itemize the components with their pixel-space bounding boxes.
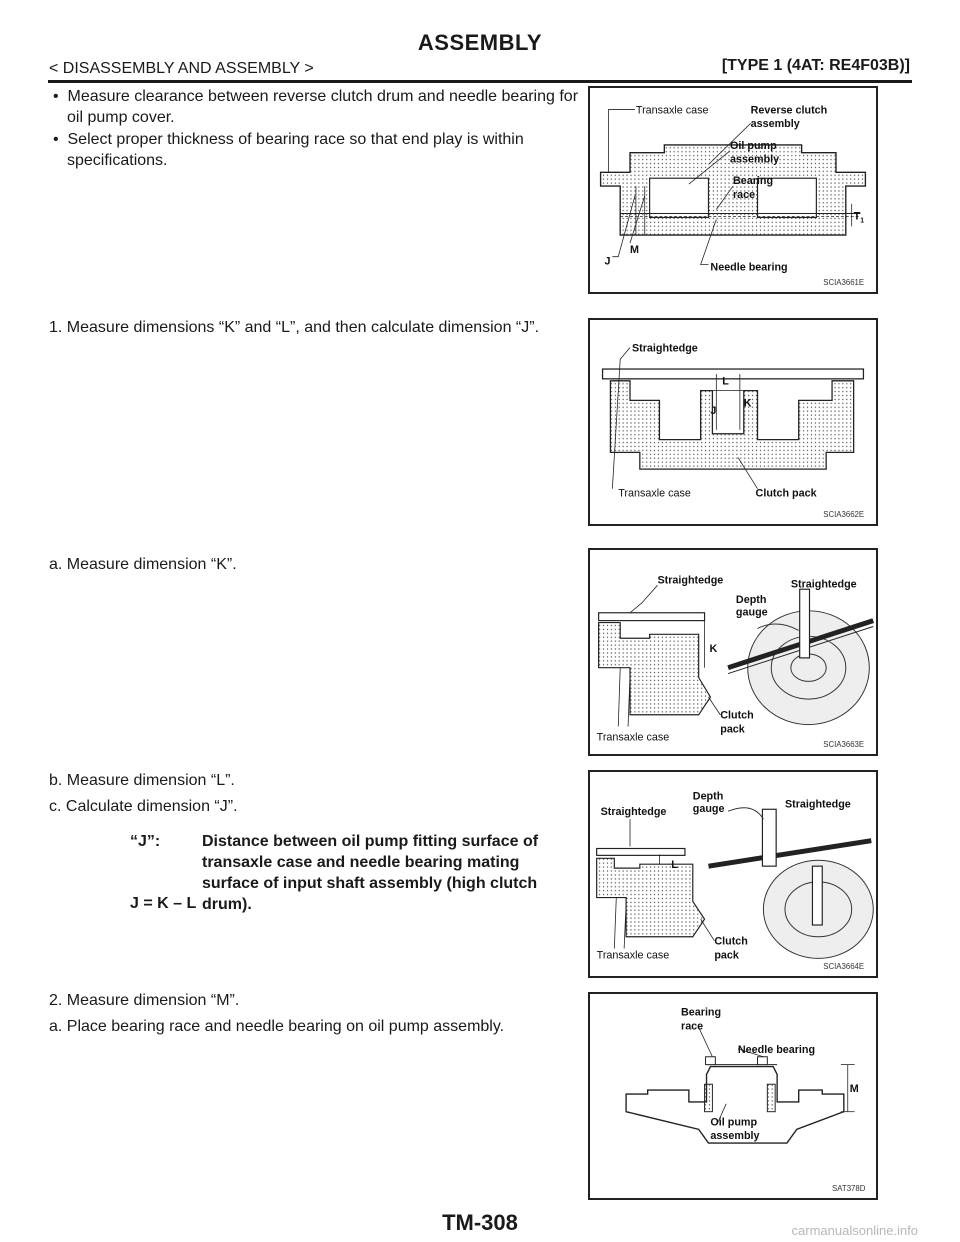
figure-measure-l <box>588 770 878 978</box>
fig4-label-clutch: Clutch <box>714 935 748 948</box>
fig2-label-k: K <box>743 397 752 410</box>
fig1-label-needle-bearing: Needle bearing <box>710 261 788 274</box>
figure-reverse-clutch-clearance <box>588 86 878 294</box>
fig2-label-straightedge: Straightedge <box>631 342 698 355</box>
figure-3-drawing <box>590 550 876 754</box>
fig3-label-clutch: Clutch <box>720 709 754 722</box>
bullet-1-text: Measure clearance between reverse clutch drum and needle bearing for oil pump cover. <box>67 88 579 126</box>
page-number: TM-308 <box>442 1210 518 1235</box>
fig5-label-race: race <box>681 1020 704 1033</box>
step-1: 1. Measure dimensions “K” and “L”, and then calculate dimension “J”. <box>49 319 540 336</box>
fig5-label-bearing: Bearing <box>681 1006 722 1019</box>
fig1-label-m: M <box>630 243 639 256</box>
bullet-icon: • <box>53 131 68 148</box>
figure-bearing-race-placement <box>588 992 878 1200</box>
fig1-label-assembly: assembly <box>750 118 800 131</box>
fig1-label-oil-pump-assembly: assembly <box>730 153 780 166</box>
fig4-label-straightedge-2: Straightedge <box>784 798 851 811</box>
page-title: ASSEMBLY <box>417 30 543 55</box>
fig4-label-transaxle-case: Transaxle case <box>596 949 670 962</box>
fig2-label-clutch-pack: Clutch pack <box>755 487 817 500</box>
fig5-code: SAT378D <box>832 1184 866 1194</box>
fig4-label-l: L <box>671 859 678 872</box>
watermark: carmanualsonline.info <box>791 1223 918 1238</box>
fig4-label-depth: Depth <box>692 790 724 803</box>
fig3-label-gauge: gauge <box>735 606 768 619</box>
fig3-label-straightedge: Straightedge <box>657 574 724 587</box>
fig5-label-needle-bearing: Needle bearing <box>737 1043 816 1056</box>
bullet-2 <box>49 129 595 171</box>
step-1a: a. Measure dimension “K”. <box>49 556 237 573</box>
step-1b: b. Measure dimension “L”. <box>49 772 235 789</box>
fig1-label-transaxle-case: Transaxle case <box>635 104 709 117</box>
fig1-label-t1: $T_1$ <box>853 210 865 225</box>
figure-2-drawing <box>590 320 876 524</box>
fig3-label-pack: pack <box>720 723 745 736</box>
fig3-code: SCIA3663E <box>823 740 865 750</box>
fig1-label-bearing: Bearing <box>733 175 774 188</box>
fig5-label-oil-pump: Oil pump <box>710 1116 758 1129</box>
figure-1-drawing <box>590 88 876 292</box>
fig4-label-gauge: gauge <box>692 803 725 816</box>
header-divider <box>48 80 912 83</box>
fig1-label-reverse-clutch: Reverse clutch <box>750 104 828 117</box>
fig4-label-straightedge: Straightedge <box>600 806 667 819</box>
fig2-label-l: L <box>722 375 729 388</box>
step-2a: a. Place bearing race and needle bearing on oil pump assembly. <box>49 1018 505 1035</box>
step-2: 2. Measure dimension “M”. <box>49 992 240 1009</box>
fig2-label-transaxle-case: Transaxle case <box>618 487 691 500</box>
fig1-label-j: J <box>604 255 611 268</box>
fig3-label-transaxle-case: Transaxle case <box>596 731 670 744</box>
formula: J = K – L <box>130 895 197 912</box>
bullet-2-text: Select proper thickness of bearing race so that end play is within specifications. <box>67 131 524 169</box>
bullet-1 <box>49 86 595 128</box>
fig2-code: SCIA3662E <box>823 510 865 520</box>
figure-measure-k <box>588 548 878 756</box>
fig1-code: SCIA3661E <box>823 278 865 288</box>
fig4-label-pack: pack <box>714 949 739 962</box>
fig3-label-k: K <box>709 643 718 655</box>
bullet-icon: • <box>53 88 68 105</box>
section-label: < DISASSEMBLY AND ASSEMBLY > <box>49 60 314 77</box>
fig5-label-assembly: assembly <box>710 1130 760 1143</box>
model-label: [TYPE 1 (4AT: RE4F03B)] <box>721 57 910 74</box>
figure-5-drawing <box>590 994 876 1198</box>
fig4-code: SCIA3664E <box>823 962 865 972</box>
fig1-label-oil-pump: Oil pump <box>730 139 777 152</box>
figure-dimension-k-l-j <box>588 318 878 526</box>
fig3-label-depth: Depth <box>735 593 767 606</box>
fig3-label-straightedge-2: Straightedge <box>790 578 857 591</box>
fig1-label-race: race <box>733 188 756 201</box>
fig2-label-j: J <box>710 405 717 418</box>
fig5-label-m: M <box>849 1083 859 1096</box>
step-1c: c. Calculate dimension “J”. <box>49 798 238 815</box>
figure-4-drawing <box>590 772 876 976</box>
spec-text: Distance between oil pump fitting surface of transaxle case and needle bearing mating surface of input shaft assembly (high clutch drum). <box>202 833 539 913</box>
spec-label: “J”: <box>130 833 161 850</box>
